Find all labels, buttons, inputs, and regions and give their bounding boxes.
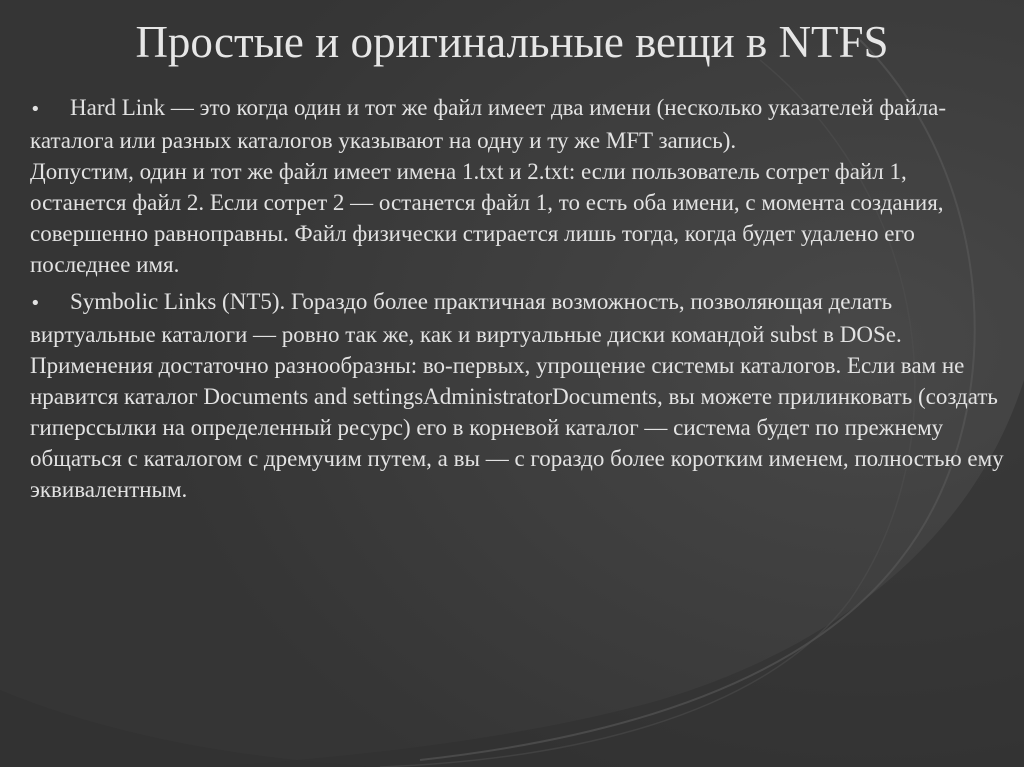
bullet-lead-text: Symbolic Links (NT5). Гораздо более практичная возможность, позволяющая делать виртуальные каталоги — ровно так же, как и виртуальные диски командой subst в DOSe.	[30, 289, 902, 347]
bullet-body-text: Применения достаточно разнообразны: во-первых, упрощение системы каталогов. Если вам не нравится каталог Documents and settingsAdministratorDocuments, вы можете прилинковать (создать гиперссылки на определенный ресурс) его в корневой каталог — система будет по прежнему общаться с каталогом с дремучим путем, а вы — с гораздо более коротким именем, полностью ему эквивалентным.	[30, 353, 1004, 502]
bullet-item-hard-link	[30, 92, 1005, 280]
bullet-lead-text: Hard Link — это когда один и тот же файл имеет два имени (несколько указателей файла-каталога или разных каталогов указывают на одну и ту же MFT запись).	[30, 95, 947, 153]
slide-content	[30, 92, 1005, 511]
bullet-lead	[30, 92, 1005, 156]
slide-title: Простые и оригинальные вещи в NTFS	[135, 17, 889, 67]
bullet-icon: •	[30, 99, 41, 120]
bullet-body-text: Допустим, один и тот же файл имеет имена 1.txt и 2.txt: если пользователь сотрет файл 1, останется файл 2. Если сотрет 2 — останется файл 1, то есть оба имени, с момента создания, совершенно равноправны. Файл физически стирается лишь тогда, когда будет удалено его последнее имя.	[30, 159, 944, 277]
bullet-lead	[30, 286, 1005, 350]
bullet-item-symbolic-links	[30, 286, 1005, 505]
bullet-icon: •	[30, 293, 41, 314]
